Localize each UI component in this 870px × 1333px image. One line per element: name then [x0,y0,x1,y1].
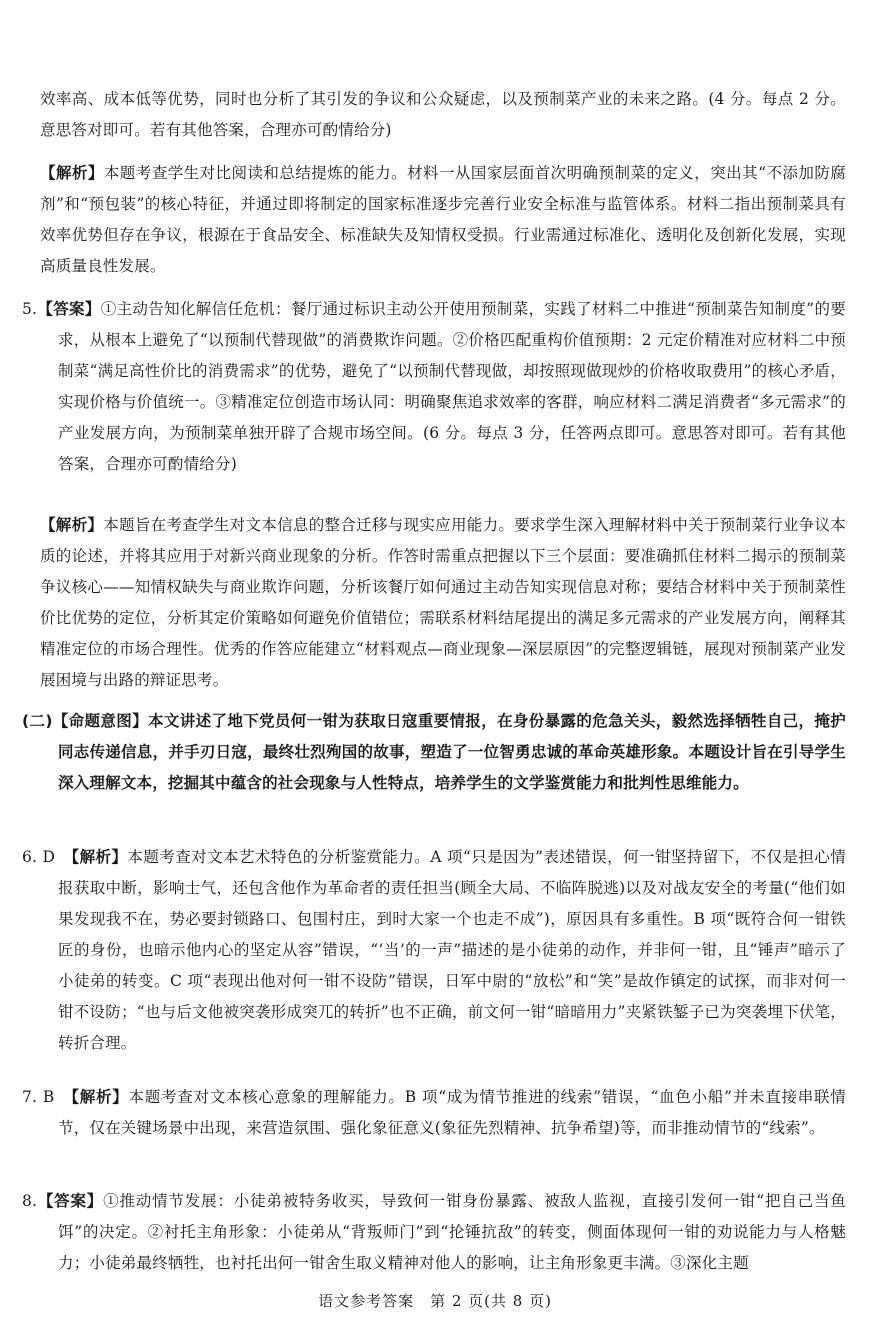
paragraph-text: (二)【命题意图】本文讲述了地下党员何一钳为获取日寇重要情报，在身份暴露的危急关头，毅然选择牺牲自己，掩护同志传递信息，并手刃日寇，最终壮烈殉国的故事，塑造了一位智勇忠诚的革命英雄形象。本题设计旨在引导学生深入理解文本，挖掘其中蕴含的社会现象与人性特点，培养学生的文学鉴赏能力和批判性思维能力。 [22,712,846,792]
paragraph-text: 本题考查对文本核心意象的理解能力。B 项“成为情节推进的线索”错误，“血色小船”并未直接串联情节，仅在关键场景中出现，来营造氛围、强化象征意义(象征先烈精神、抗争希望)等，而非推动情节的“线索”。 [58,1088,846,1137]
question-number: 5. [22,300,38,318]
paragraph-continuation [40,84,846,146]
analysis-tag: 【解析】 [71,848,128,866]
question-7 [22,1082,846,1144]
question-6 [22,842,846,1059]
paragraph-analysis-4 [40,158,846,282]
answer-tag: 【答案】 [37,1192,104,1210]
paragraph-text: 本题旨在考查学生对文本信息的整合迁移与现实应用能力。要求学生深入理解材料中关于预制菜行业争议本质的论述，并将其应用于对新兴商业现象的分析。作答时需重点把握以下三个层面：要准确抓住材料二揭示的预制菜争议核心——知情权缺失与商业欺诈问题，分析该餐厅如何通过主动告知实现信息对称；要结合材料中关于预制菜性价比优势的定位，分析其定价策略如何避免价值错位；需联系材料结尾提出的满足多元需求的产业发展方向，阐释其精准定位的市场合理性。优秀的作答应能建立“材料观点—商业现象—深层原因”的完整逻辑链，展现对预制菜产业发展困境与出路的辩证思考。 [40,516,846,689]
question-number: 8. [22,1192,38,1210]
paragraph-text: 本题考查对文本艺术特色的分析鉴赏能力。A 项“只是因为”表述错误，何一钳坚持留下，不仅是担心情报获取中断，影响士气，还包含他作为革命者的责任担当(顾全大局、不临阵脱逃)以及对战友安全的考量(“他们如果发现我不在，势必要封锁路口、包围村庄，到时大家一个也走不成”)，原因具有多重性。B 项“既符合何一钳铁匠的身份，也暗示他内心的坚定从容”错误，“‘当’的一声”描述的是小徒弟的动作，并非何一钳，且“锤声”暗示了小徒弟的转变。C 项“表现出他对何一钳不设防”错误，日军中尉的“放松”和“笑”是故作镇定的试探，而非对何一钳不设防；“也与后文他被突袭形成突兀的转折”也不正确，前文何一钳“暗暗用力”夹紧铁錾子已为突袭埋下伏笔，转折合理。 [58,848,846,1052]
paragraph-text: ①推动情节发展：小徒弟被特务收买，导致何一钳身份暴露、被敌人监视，直接引发何一钳“把自己当鱼饵”的决定。②衬托主角形象：小徒弟从“背叛师门”到“抡锤抗敌”的转变，侧面体现何一钳的劝说能力与人格魅力；小徒弟最终牺牲，也衬托出何一钳舍生取义精神对他人的影响，让主角形象更丰满。③深化主题 [58,1192,846,1272]
analysis-tag: 【解析】 [40,516,104,534]
paragraph-text: 效率高、成本低等优势，同时也分析了其引发的争议和公众疑虑，以及预制菜产业的未来之路。(4 分。每点 2 分。意思答对即可。若有其他答案，合理亦可酌情给分) [40,90,846,139]
section-two-intent [22,706,846,799]
question-number: 7. B [22,1088,55,1106]
page-footer: 语文参考答案 第 2 页(共 8 页) [318,1292,552,1310]
question-number: 6. D [22,848,56,866]
analysis-tag: 【解析】 [71,1088,129,1106]
paragraph-text: ①主动告知化解信任危机：餐厅通过标识主动公开使用预制菜，实践了材料二中推进“预制菜告知制度”的要求，从根本上避免了“以预制代替现做”的消费欺诈问题。②价格匹配重构价值预期：2 元定价精准对应材料二中预制菜“满足高性价比的消费需求”的优势，避免了“以预制代替现做，却按照现做现炒的价格收取费用”的核心矛盾，实现价格与价值统一。③精准定位创造市场认同：明确聚焦追求效率的客群，响应材料二满足消费者“多元需求”的产业发展方向，为预制菜单独开辟了合规市场空间。(6 分。每点 3 分，任答两点即可。意思答对即可。若有其他答案，合理亦可酌情给分) [58,300,846,473]
question-5-analysis [40,510,846,696]
question-8 [22,1186,846,1279]
paragraph-text: 本题考查学生对比阅读和总结提炼的能力。材料一从国家层面首次明确预制菜的定义，突出其“不添加防腐剂”和“预包装”的核心特征，并通过即将制定的国家标准逐步完善行业安全标准与监管体系。材料二指出预制菜具有效率优势但存在争议，根源在于食品安全、标准缺失及知情权受损。行业需通过标准化、透明化及创新化发展，实现高质量良性发展。 [40,164,847,275]
question-5-answer [22,294,846,480]
analysis-tag: 【解析】 [40,164,104,182]
answer-tag: 【答案】 [37,300,101,318]
